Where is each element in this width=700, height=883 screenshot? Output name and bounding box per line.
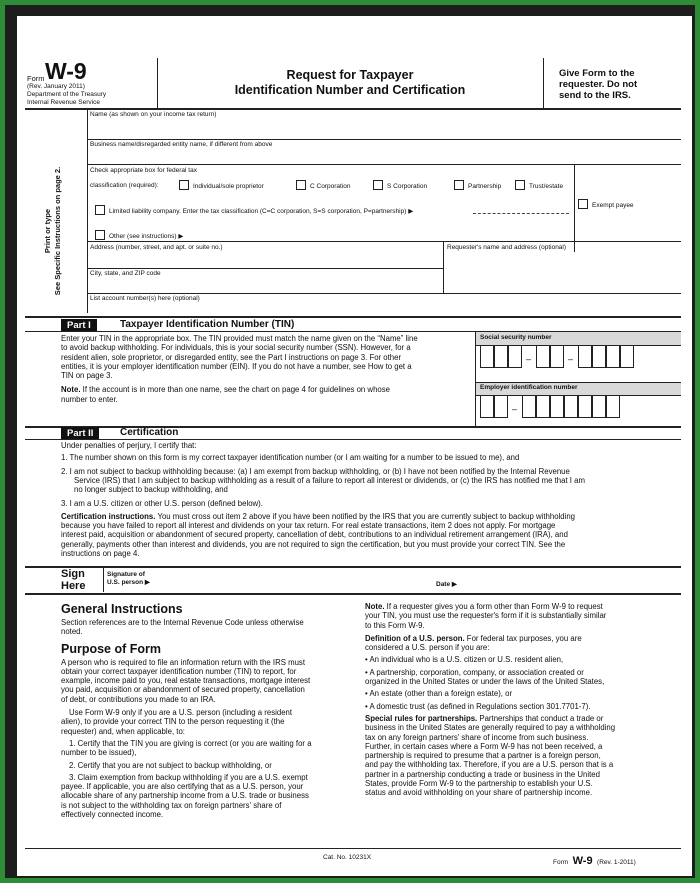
text-line: Enter your TIN in the appropriate box. The TIN provided must match the name given on the “Name” line	[61, 334, 418, 343]
name-field[interactable]	[90, 120, 678, 138]
certification-item-2	[61, 467, 681, 495]
text-line: number to enter.	[61, 394, 118, 404]
checkbox-llc[interactable]	[95, 205, 413, 216]
catalog-number: Cat. No. 10231X	[323, 854, 372, 861]
form-code: W-9	[45, 58, 87, 84]
footer-form-code: W-9	[572, 855, 593, 867]
text-line: partnership is required to presume that a partner is a foreign person,	[365, 751, 601, 761]
text-line: partner in a partnership conducting a trade or business in the United	[365, 769, 600, 779]
part-1-label: Part I	[61, 319, 97, 332]
text-line: TIN on page 3.	[61, 371, 113, 381]
certification-instructions	[61, 512, 681, 558]
text-line: You must cross out item 2 above if you have been notified by the IRS that you are currently subject to backup withholding	[155, 511, 576, 521]
special-rules-bold: Special rules for partnerships.	[365, 713, 478, 723]
department-line: Department of the Treasury	[27, 91, 107, 98]
option-label: Individual/sole proprietor	[193, 183, 264, 190]
text-line: Use Form W-9 only if you are a U.S. person (including a resident	[69, 708, 293, 718]
text-line: payee. If applicable, you are also certifying that as a U.S. person, your	[61, 782, 304, 792]
text-line: interest paid, acquisition or abandonment of secured property, cancellation of debt, contributions to an individual retirement arrangement (IRA), and	[61, 530, 568, 540]
certification-intro: Under penalties of perjury, I certify that:	[61, 441, 197, 450]
ein-label: Employer identification number	[480, 384, 578, 391]
checkbox-box[interactable]	[578, 199, 588, 209]
text-line: entities, it is your employer identification number (EIN). If you do not have a number, see How to get a	[61, 361, 412, 371]
checkbox-box[interactable]	[515, 180, 525, 190]
business-name-field[interactable]	[90, 150, 678, 163]
part-1-instructions	[61, 334, 481, 404]
llc-label: Limited liability company. Enter the tax classification (C=C corporation, S=S corporation, P=partnership) ▶	[109, 208, 414, 215]
checkbox-c-corp[interactable]	[296, 180, 350, 191]
account-field[interactable]	[90, 304, 676, 314]
text-line: no longer subject to backup withholding, and	[74, 485, 228, 495]
text-line: Partnerships that conduct a trade or	[477, 713, 604, 723]
w9-form-page	[17, 16, 692, 876]
text-line: allocable share of any partnership income from a U.S. trade or business	[61, 791, 309, 801]
business-name-label: Business name/disregarded entity name, if different from above	[90, 141, 273, 148]
form-title	[157, 68, 543, 98]
print-or-type-text: Print or type	[43, 208, 52, 254]
requester-field[interactable]	[447, 253, 677, 291]
exempt-payee-label: Exempt payee	[592, 202, 634, 209]
bullet-item: • A partnership, corporation, company, or association created or	[365, 667, 584, 677]
text-line: 2. Certify that you are not subject to backup withholding, or	[69, 760, 272, 770]
text-line: Service (IRS) that I am subject to backup withholding as a result of a failure to report all interest or dividends, or (c) the IRS has notified me that I am	[74, 475, 585, 485]
form-word: Form	[27, 74, 45, 83]
date-field[interactable]	[463, 576, 678, 590]
checkbox-box[interactable]	[296, 180, 306, 190]
city-label: City, state, and ZIP code	[90, 270, 161, 277]
text-line: States, provide Form W-9 to the partnership to establish your U.S.	[365, 779, 593, 789]
text-line: Section references are to the Internal Revenue Code unless otherwise	[61, 618, 304, 627]
checkbox-individual[interactable]	[179, 180, 264, 191]
other-label: Other (see instructions) ▶	[109, 233, 184, 240]
revision: (Rev. January 2011)	[27, 83, 85, 90]
text-line: number to be issued),	[61, 748, 137, 758]
purpose-heading: Purpose of Form	[61, 641, 162, 656]
text-line: to this Form W-9.	[365, 620, 425, 630]
certification-item-3: 3. I am a U.S. citizen or other U.S. person (defined below).	[61, 499, 263, 509]
name-label: Name (as shown on your income tax return)	[90, 111, 217, 118]
checkbox-exempt-payee[interactable]	[578, 199, 634, 210]
certification-item-1: 1. The number shown on this form is my correct taxpayer identification number (or I am waiting for a number to be issued to me), and	[61, 453, 520, 463]
checkbox-s-corp[interactable]	[373, 180, 427, 191]
text-line: A person who is required to file an information return with the IRS must	[61, 657, 305, 667]
text-line: alien), to provide your correct TIN to the person requesting it (the	[61, 717, 285, 727]
text-line: business in the United States are generally required to pay a withholding	[365, 723, 616, 733]
text-line: For federal tax purposes, you are	[464, 633, 582, 643]
text-line: example, income paid to you, real estate transactions, mortgage interest	[61, 676, 311, 686]
checkbox-box[interactable]	[95, 205, 105, 215]
text-line: obtain your correct taxpayer identification number (TIN) to report, for	[61, 666, 297, 676]
text-line: noted.	[61, 627, 83, 637]
give-form-note	[559, 68, 637, 101]
text-line: is not subject to the withholding tax on foreign partners' share of	[61, 800, 282, 810]
part-1-title: Taxpayer Identification Number (TIN)	[120, 319, 295, 330]
text-line: effectively connected income.	[61, 810, 164, 820]
checkbox-box[interactable]	[95, 230, 105, 240]
signature-label	[107, 571, 150, 587]
signature-field[interactable]	[157, 569, 427, 589]
text-line: instructions on page 4.	[61, 548, 140, 558]
signature-line-1: Signature of	[107, 571, 145, 578]
signature-line-2: U.S. person ▶	[107, 579, 150, 586]
text-line: 2. I am not subject to backup withholding because: (a) I am exempt from backup withholding, or (b) I have not been notified by the Internal Revenue	[61, 466, 570, 476]
part-2-title: Certification	[120, 427, 179, 438]
give-line-1: Give Form to the	[559, 68, 635, 79]
title-line-2: Identification Number and Certification	[234, 83, 466, 97]
date-label: Date ▶	[436, 581, 457, 588]
text-line: you paid, acquisition or abandonment of secured property, cancellation	[61, 685, 305, 695]
checkbox-partnership[interactable]	[454, 180, 501, 191]
ssn-label: Social security number	[480, 334, 552, 341]
print-or-type-label	[43, 141, 63, 321]
text-line: requester) and, when applicable, to:	[61, 726, 185, 736]
option-label: Partnership	[468, 183, 502, 190]
classification-label-2: classification (required):	[90, 182, 159, 189]
text-line: resident alien, sole proprietor, or disregarded entity, see the Part I instructions on page 3. For other	[61, 352, 402, 362]
address-label: Address (number, street, and apt. or suite no.)	[90, 244, 223, 251]
cert-instructions-bold: Certification instructions.	[61, 511, 156, 521]
right-column	[365, 602, 683, 798]
checkbox-box[interactable]	[454, 180, 464, 190]
give-line-3: send to the IRS.	[559, 90, 631, 101]
give-line-2: requester. Do not	[559, 79, 638, 90]
address-field[interactable]	[90, 253, 440, 267]
city-field[interactable]	[90, 279, 440, 291]
text-line: 1. Certify that the TIN you are giving is correct (or you are waiting for a	[69, 738, 312, 748]
bullet-item: • An estate (other than a foreign estate), or	[365, 689, 513, 699]
ein-field[interactable]	[476, 396, 681, 422]
checkbox-other[interactable]	[95, 230, 183, 241]
note-bold: Note.	[61, 385, 81, 395]
definition-bold: Definition of a U.S. person.	[365, 633, 465, 643]
text-line: considered a U.S. person if you are:	[365, 643, 490, 653]
checkbox-box[interactable]	[373, 180, 383, 190]
text-line: because you have failed to report all interest and dividends on your tax return. For real estate transactions, item 2 does not apply. For mortgage	[61, 521, 556, 531]
sign-here-label	[61, 568, 85, 592]
checkbox-trust[interactable]	[515, 180, 563, 191]
bullet-item: • An individual who is a U.S. citizen or U.S. resident alien,	[365, 655, 564, 665]
text-line: to avoid backup withholding. For individuals, this is your social security number (SSN). However, for a	[61, 343, 411, 353]
option-label: Trust/estate	[529, 183, 564, 190]
footer-form-id	[553, 851, 636, 869]
account-label: List account number(s) here (optional)	[90, 295, 200, 302]
ssn-dash-1: –	[526, 354, 532, 364]
see-instructions-text: See Specific Instructions on page 2.	[53, 166, 62, 296]
requester-label: Requester's name and address (optional)	[447, 244, 567, 251]
footer-form-word: Form	[553, 859, 569, 866]
text-line: organized in the United States or under the laws of the United States,	[365, 677, 605, 687]
text-line: If a requester gives you a form other than Form W-9 to request	[384, 602, 603, 611]
ein-dash: –	[512, 404, 518, 414]
note-text: If the account is in more than one name, see the chart on page 4 for guidelines on whose	[80, 385, 390, 395]
option-label: C Corporation	[310, 183, 351, 190]
irs-line: Internal Revenue Service	[27, 99, 100, 106]
part-2-text	[61, 441, 681, 558]
text-line: tax on any foreign partners' share of income from such business.	[365, 732, 589, 742]
llc-classification-field[interactable]	[473, 213, 569, 214]
option-label: S Corporation	[387, 183, 428, 190]
text-line: generally, payments other than interest and dividends, you are not required to sign the certification, but you must provide your correct TIN. See the	[61, 539, 566, 549]
left-column	[61, 602, 361, 819]
footer-revision: (Rev. 1-2011)	[597, 859, 636, 866]
bullet-item: • A domestic trust (as defined in Regulations section 301.7701-7).	[365, 701, 591, 711]
text-line: and pay the withholding tax. Therefore, if you are a U.S. person that is a	[365, 760, 614, 770]
text-line: 3. Claim exemption from backup withholding if you are a U.S. exempt	[69, 772, 308, 782]
general-instructions-heading: General Instructions	[61, 602, 183, 616]
ssn-dash-2: –	[568, 354, 574, 364]
classification-label-1: Check appropriate box for federal tax	[90, 167, 197, 174]
ssn-field[interactable]	[476, 346, 681, 372]
title-line-1: Request for Taxpayer	[286, 68, 414, 82]
sign-word: Sign	[61, 568, 85, 580]
part-2-label: Part II	[61, 427, 99, 440]
text-line: of debt, or contributions you made to an IRA.	[61, 694, 216, 704]
checkbox-box[interactable]	[179, 180, 189, 190]
text-line: status and avoid withholding on your share of partnership income.	[365, 788, 593, 798]
text-line: your TIN, you must use the requester's form if it is substantially similar	[365, 611, 607, 621]
here-word: Here	[61, 580, 86, 592]
note-bold: Note.	[365, 602, 385, 611]
text-line: Further, in certain cases where a Form W-9 has not been received, a	[365, 741, 603, 751]
